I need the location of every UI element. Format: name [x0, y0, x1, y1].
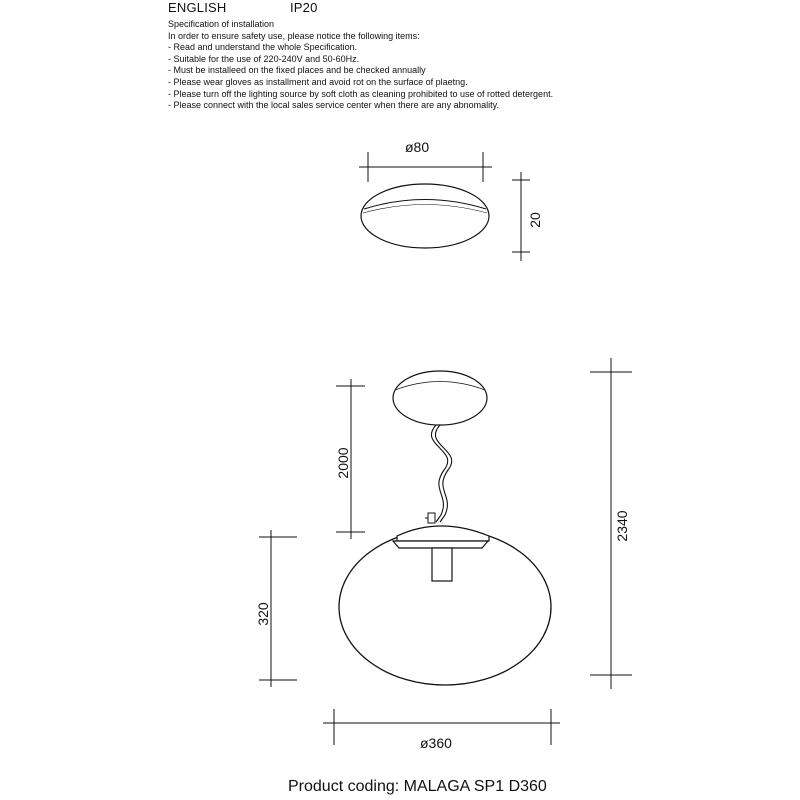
shade-diameter-label: ø360	[420, 735, 452, 751]
spec-item: - Please turn off the lighting source by soft cloth as cleaning prohibited to use of rotted detergent.	[168, 88, 554, 99]
pendant-cap	[393, 513, 489, 581]
ip-rating-label: IP20	[290, 0, 318, 15]
canopy-diameter-dimension	[359, 152, 492, 182]
spec-intro: In order to ensure safety use, please notice the following items:	[168, 30, 420, 41]
canopy-height-label: 20	[527, 212, 543, 228]
canopy-diameter-label: ø80	[405, 139, 430, 155]
shade-height-label: 320	[255, 602, 271, 626]
product-coding: Product coding: MALAGA SP1 D360	[288, 778, 547, 795]
canopy-drawing	[361, 184, 489, 248]
spec-item: - Please connect with the local sales service center when there are any abnomality.	[168, 100, 500, 111]
spec-item: - Must be installeed on the fixed places and be checked annually	[168, 65, 426, 76]
total-height-label: 2340	[614, 510, 630, 542]
cable-length-label: 2000	[335, 447, 351, 479]
spec-title: Specification of installation	[168, 19, 275, 29]
pendant-cable	[431, 425, 451, 522]
pendant-canopy	[393, 371, 487, 425]
spec-item: - Please wear gloves as installment and avoid rot on the surface of plaetng.	[168, 76, 468, 87]
spec-item: - Read and understand the whole Specification.	[168, 42, 358, 53]
language-label: ENGLISH	[168, 0, 227, 15]
spec-item: - Suitable for the use of 220-240V and 50-60Hz.	[168, 53, 360, 64]
